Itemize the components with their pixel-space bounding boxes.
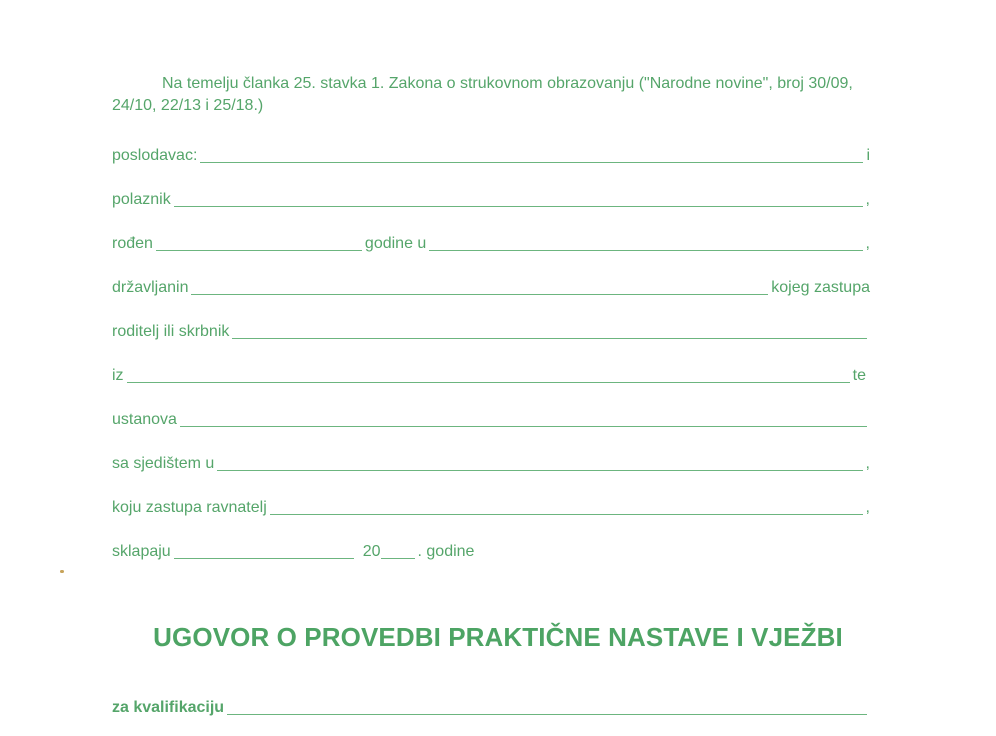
year-field[interactable]: [381, 544, 415, 559]
poslodavac-label: poslodavac:: [112, 147, 198, 164]
poslodavac-end: i: [866, 147, 870, 164]
row-sklapaju: [112, 540, 532, 562]
poslodavac-field[interactable]: [200, 148, 863, 163]
row-polaznik: [112, 188, 870, 210]
ravnatelj-field[interactable]: [270, 500, 863, 515]
sklapaju-date-field[interactable]: [174, 544, 354, 559]
kojeg-zastupa-label: kojeg zastupa: [771, 279, 870, 296]
sklapaju-label: sklapaju: [112, 543, 171, 560]
roditelj-field[interactable]: [232, 324, 867, 339]
roden-end: ,: [865, 235, 870, 252]
godine-suffix: . godine: [417, 543, 475, 560]
ustanova-field[interactable]: [180, 412, 867, 427]
row-roden: [112, 232, 870, 254]
ustanova-label: ustanova: [112, 411, 177, 428]
roden-label: rođen: [112, 235, 153, 252]
row-drzavljanin: [112, 276, 870, 298]
iz-field[interactable]: [127, 368, 850, 383]
year-prefix: 20: [362, 543, 381, 560]
roden-date-field[interactable]: [156, 236, 362, 251]
godine-u-label: godine u: [364, 235, 427, 252]
drzavljanin-label: državljanin: [112, 279, 189, 296]
kvalifikacija-label: za kvalifikaciju: [112, 699, 225, 716]
row-sjediste: [112, 452, 870, 474]
drzavljanin-field[interactable]: [191, 280, 768, 295]
row-poslodavac: [112, 144, 870, 166]
polaznik-end: ,: [865, 191, 870, 208]
roditelj-label: roditelj ili skrbnik: [112, 323, 230, 340]
paper-speck: [60, 570, 64, 573]
birthplace-field[interactable]: [429, 236, 862, 251]
row-ravnatelj: [112, 496, 870, 518]
sjediste-label: sa sjedištem u: [112, 455, 215, 472]
polaznik-label: polaznik: [112, 191, 171, 208]
row-ustanova: [112, 408, 870, 430]
kvalifikacija-field[interactable]: [227, 700, 867, 715]
ravnatelj-label: koju zastupa ravnatelj: [112, 499, 267, 516]
row-kvalifikacija: [112, 696, 870, 718]
row-iz: [112, 364, 866, 386]
sjediste-end: ,: [865, 455, 870, 472]
intro-text: Na temelju članka 25. stavka 1. Zakona o strukovnom obrazovanju ("Narodne novine", broj 30/09, 24/10, 22/13 i 25/18.): [112, 75, 853, 114]
polaznik-field[interactable]: [174, 192, 863, 207]
ravnatelj-end: ,: [865, 499, 870, 516]
row-roditelj: [112, 320, 870, 342]
intro-paragraph: [112, 73, 872, 117]
sjediste-field[interactable]: [217, 456, 862, 471]
iz-end: te: [852, 367, 866, 384]
iz-label: iz: [112, 367, 124, 384]
document-title: UGOVOR O PROVEDBI PRAKTIČNE NASTAVE I VJEŽBI: [153, 622, 843, 652]
